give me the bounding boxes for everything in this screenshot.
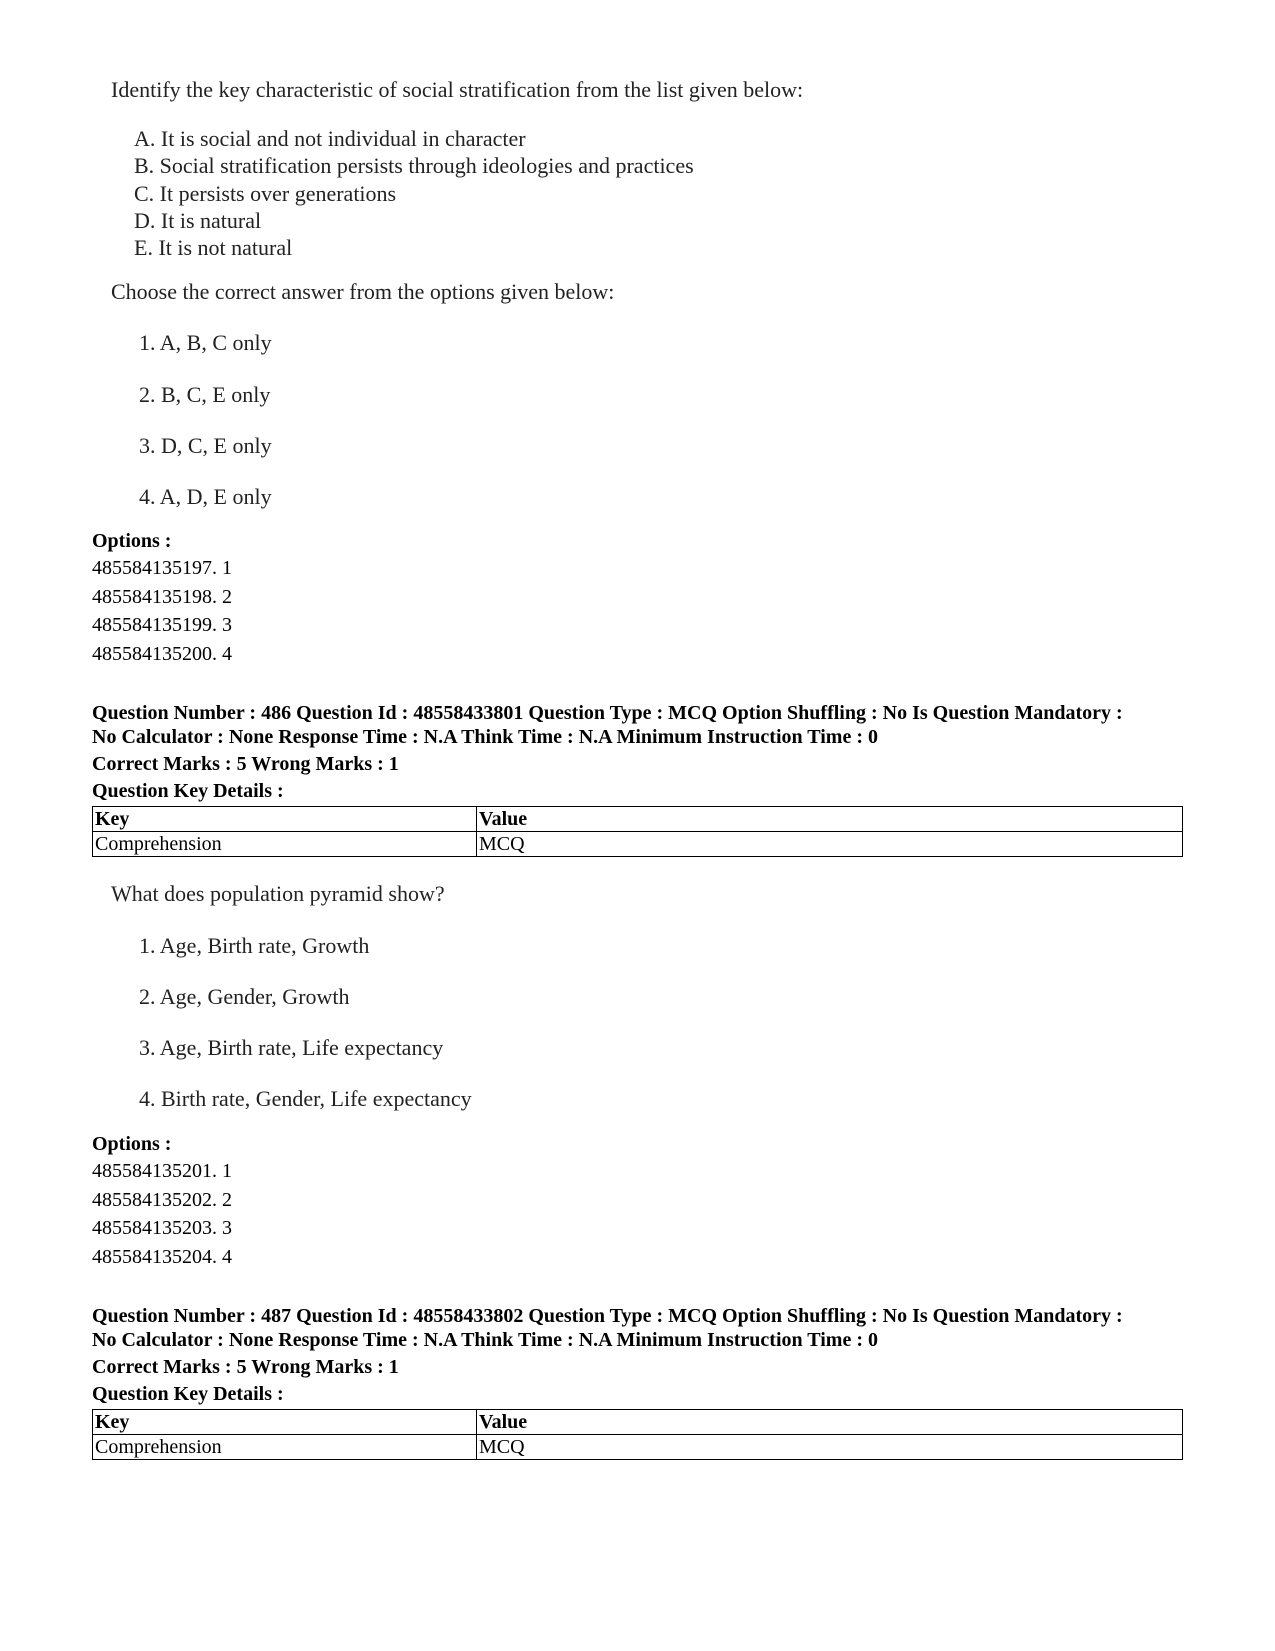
table-cell-key: Comprehension xyxy=(93,1435,477,1460)
question-485-choice-1: 1. A, B, C only xyxy=(139,330,272,355)
question-486-meta-line-1: Question Number : 486 Question Id : 48558433801 Question Type : MCQ Option Shuffling : No Is Question Mandatory : xyxy=(92,702,1123,724)
question-486-choice-2: 2. Age, Gender, Growth xyxy=(139,984,350,1009)
question-486-prompt: What does population pyramid show? xyxy=(111,881,445,906)
question-486-choice-3: 3. Age, Birth rate, Life expectancy xyxy=(139,1035,444,1060)
statement-a: A. It is social and not individual in character xyxy=(134,126,526,151)
question-487-key-table xyxy=(92,1409,1183,1460)
table-cell-value: MCQ xyxy=(477,1435,1183,1460)
question-485-options-label: Options : xyxy=(92,530,172,552)
question-487-key-details-label: Question Key Details : xyxy=(92,1383,284,1405)
question-487-meta-line-1: Question Number : 487 Question Id : 48558433802 Question Type : MCQ Option Shuffling : No Is Question Mandatory : xyxy=(92,1305,1123,1327)
table-row xyxy=(93,1435,1183,1460)
question-486-options-label: Options : xyxy=(92,1133,172,1155)
table-header-row xyxy=(93,1410,1183,1435)
question-487-marks: Correct Marks : 5 Wrong Marks : 1 xyxy=(92,1356,399,1378)
question-486-meta-line-2: No Calculator : None Response Time : N.A Think Time : N.A Minimum Instruction Time : 0 xyxy=(92,726,878,748)
option-item: 485584135203. 3 xyxy=(92,1217,232,1239)
question-486-marks: Correct Marks : 5 Wrong Marks : 1 xyxy=(92,753,399,775)
option-item: 485584135199. 3 xyxy=(92,614,232,636)
table-cell-value: MCQ xyxy=(477,832,1183,857)
question-485-choice-4: 4. A, D, E only xyxy=(139,484,272,509)
question-486-choice-1: 1. Age, Birth rate, Growth xyxy=(139,933,370,958)
option-item: 485584135201. 1 xyxy=(92,1160,232,1182)
question-485-choose-prompt: Choose the correct answer from the options given below: xyxy=(111,279,615,304)
question-485-choice-3: 3. D, C, E only xyxy=(139,433,272,458)
option-item: 485584135197. 1 xyxy=(92,557,232,579)
question-485-choice-2: 2. B, C, E only xyxy=(139,382,271,407)
question-485-statements xyxy=(134,125,694,261)
statement-b: B. Social stratification persists through ideologies and practices xyxy=(134,153,694,179)
question-486-key-details-label: Question Key Details : xyxy=(92,780,284,802)
statement-c: C. It persists over generations xyxy=(134,180,397,206)
option-item: 485584135200. 4 xyxy=(92,642,232,665)
table-header-key: Key xyxy=(93,1410,477,1435)
table-header-value: Value xyxy=(477,1410,1183,1435)
question-487-meta-line-2: No Calculator : None Response Time : N.A Think Time : N.A Minimum Instruction Time : 0 xyxy=(92,1329,878,1351)
question-486-options-list xyxy=(92,1157,232,1271)
option-item: 485584135198. 2 xyxy=(92,585,232,608)
question-486-key-table xyxy=(92,806,1183,857)
option-item: 485584135202. 2 xyxy=(92,1188,232,1211)
table-header-key: Key xyxy=(93,807,477,832)
table-header-row xyxy=(93,807,1183,832)
table-header-value: Value xyxy=(477,807,1183,832)
question-486-choice-4: 4. Birth rate, Gender, Life expectancy xyxy=(139,1086,472,1111)
statement-d: D. It is natural xyxy=(134,207,262,233)
table-row xyxy=(93,832,1183,857)
question-485-prompt: Identify the key characteristic of social stratification from the list given below: xyxy=(111,77,804,102)
question-485-options-list xyxy=(92,554,232,668)
statement-e: E. It is not natural xyxy=(134,235,293,261)
table-cell-key: Comprehension xyxy=(93,832,477,857)
option-item: 485584135204. 4 xyxy=(92,1245,232,1268)
